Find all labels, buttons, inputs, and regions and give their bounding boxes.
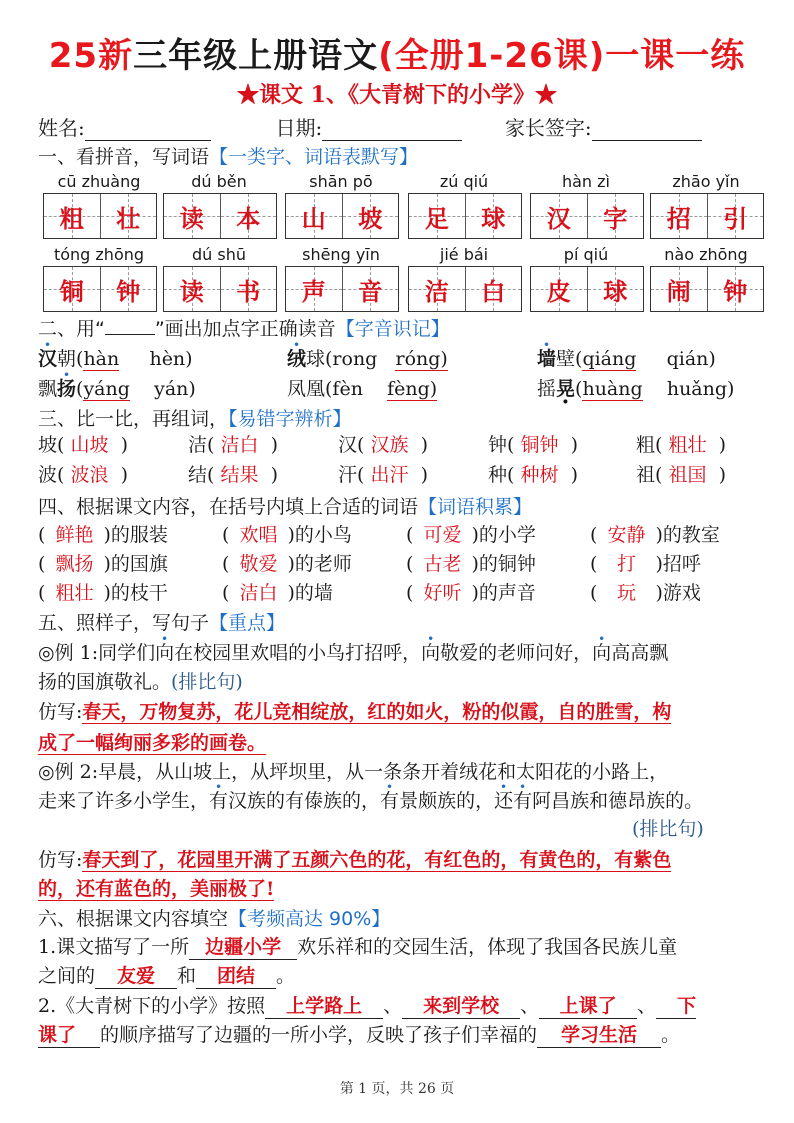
char-box[interactable] [408,266,522,312]
char-box[interactable] [163,193,277,239]
char-answer: 闹 [666,276,691,306]
char-answer: 字 [603,203,628,233]
fill-word-answer: 欢唱 [239,524,278,546]
compare-answer: 种树 [520,464,559,486]
char-cell [101,267,157,311]
pinyin-label: zú qiú [439,172,489,191]
char-answer: 皮 [546,276,571,306]
char-answer: 白 [481,276,506,306]
page-title [0,28,794,77]
name-field[interactable] [85,122,211,141]
section-1-heading: 一、看拼音，写词语【一类字、词语表默写】 [38,146,419,168]
char-cell [531,267,588,311]
example-2-line-2: 走来了许多小学生，有汉族的有傣族的，有景颇族的，还有阿昌族和德昂族的。 [38,790,704,812]
pinyin-label: cū zhuàng [57,172,141,191]
pinyin-label: dú shū [192,245,246,264]
char-box[interactable] [163,266,277,312]
compare-item: 波( 波浪 ) [38,464,128,486]
char-box[interactable] [530,193,644,239]
pron-item-5: 凤凰(fèn fèng) [287,378,438,400]
char-cell [708,194,764,238]
title-part-3: (全册1-26课) [378,36,606,76]
char-answer: 本 [236,203,261,233]
char-cell [708,267,764,311]
char-cell [44,267,101,311]
pron-item-2: 绒球(rong róng) [287,348,448,370]
imitation-1-line-2: 成了一幅绚丽多彩的画卷。 [38,732,267,754]
compare-answer: 出汗 [370,464,409,486]
sign-field[interactable] [592,122,702,141]
fill-q1-line-1: 1.课文描写了一所 边疆小学 欢乐祥和的交园生活，体现了我国各民族儿童 [38,932,677,960]
char-cell [221,194,277,238]
char-answer: 钟 [116,276,141,306]
char-answer: 书 [236,276,261,306]
fill-word-answer: 安静 [607,524,646,546]
fill-word-item: ( 玩 )游戏 [590,578,701,605]
title-part-1: 25新 [48,36,134,76]
section-5-heading: 五、照样子，写句子【重点】 [38,612,286,634]
title-part-2: 三年级上册语文 [133,36,379,76]
fill-word-item: ( 鲜艳 )的服装 [38,520,168,547]
fill-word-answer: 可爱 [423,524,462,546]
fill-word-answer: 粗壮 [55,582,94,604]
imitation-2-line-2: 的，还有蓝色的，美丽极了! [38,878,275,900]
compare-answer: 波浪 [70,464,109,486]
fill-word-answer: 鲜艳 [55,524,94,546]
char-answer: 汉 [546,203,571,233]
fill-q2-line-2: 课了 的顺序描写了边疆的一所小学，反映了孩子们幸福的 学习生活 。 [38,1020,680,1048]
char-answer: 声 [301,276,326,306]
char-cell [221,267,277,311]
info-line [38,112,702,141]
fill-word-item: ( 飘扬 )的国旗 [38,549,168,576]
compare-answer: 结果 [220,464,259,486]
pron-item-3: 墙壁(qiáng qián) [537,348,716,370]
pinyin-label: pí qiú [563,245,609,264]
compare-answer: 山坡 [70,434,109,456]
name-label: 姓名: [38,116,85,140]
pinyin-label: shān pō [309,172,373,191]
char-cell [164,194,221,238]
char-cell [164,267,221,311]
char-cell [651,194,708,238]
char-answer: 洁 [424,276,449,306]
char-cell [588,194,644,238]
fill-word-answer: 打 [616,553,636,575]
pron-item-4: 飘扬(yáng yán) [38,378,196,400]
fill-word-answer: 玩 [616,582,636,604]
compare-item: 种( 种树 ) [488,464,578,486]
char-answer: 山 [301,203,326,233]
char-cell [343,194,399,238]
fill-word-item: ( 敬爱 )的老师 [222,549,352,576]
pinyin-label: jié bái [439,245,489,264]
char-cell [286,194,343,238]
char-answer: 招 [666,203,691,233]
char-cell [409,194,466,238]
date-label: 日期: [275,116,323,140]
char-cell [651,267,708,311]
fill-word-item: ( 欢唱 )的小鸟 [222,520,352,547]
fill-q1-line-2: 之间的 友爱 和 团结 。 [38,961,295,989]
compare-item: 祖( 祖国 ) [636,464,726,486]
compare-answer: 铜钟 [520,434,559,456]
char-cell [466,267,522,311]
char-cell [44,194,101,238]
page-footer: 第 1 页，共 26 页 [339,1081,455,1097]
fill-word-answer: 好听 [423,582,462,604]
fill-word-item: ( 好听 )的声音 [406,578,536,605]
compare-item: 汗( 出汗 ) [338,464,428,486]
compare-item: 钟( 铜钟 ) [488,434,578,456]
pinyin-label: nào zhōng [664,245,748,264]
compare-item: 汉( 汉族 ) [338,434,428,456]
example-2-tag: (排比句) [632,818,704,840]
compare-item: 洁( 洁白 ) [188,434,278,456]
section-3-heading: 三、比一比，再组词，【易错字辨析】 [38,408,352,430]
char-box[interactable] [650,266,764,312]
char-box[interactable] [530,266,644,312]
char-answer: 读 [179,276,204,306]
char-cell [343,267,399,311]
imitation-1-line-1: 仿写:春天，万物复苏，花儿竞相绽放，红的如火，粉的似霞，自的胜雪，构 [38,701,672,723]
fill-word-answer: 飘扬 [55,553,94,575]
imitation-2-line-1: 仿写:春天到了，花园里开满了五颜六色的花，有红色的，有黄色的，有紫色 [38,849,672,871]
title-part-4: 一课一练 [605,36,746,76]
char-cell [531,194,588,238]
char-cell [286,267,343,311]
compare-item: 坡( 山坡 ) [38,434,128,456]
compare-answer: 祖国 [668,464,707,486]
example-2-line-1: ◎例 2:早晨，从山坡上，从坪坝里，从一条条开着绒花和太阳花的小路上， [38,761,669,783]
example-1-line-1: ◎例 1:同学们向在校园里欢唱的小鸟打招呼，向敬爱的老师问好，向高高飘 [38,642,669,664]
char-cell [409,267,466,311]
fill-word-item: ( 古老 )的铜钟 [406,549,536,576]
fill-word-item: ( 粗壮 )的枝干 [38,578,168,605]
char-cell [101,194,157,238]
fill-word-item: ( 安静 )的教室 [590,520,720,547]
section-4-heading: 四、根据课文内容，在括号内填上合适的词语【词语积累】 [38,496,533,518]
sign-label: 家长签字: [504,116,592,140]
char-cell [588,267,644,311]
fill-word-answer: 古老 [423,553,462,575]
date-field[interactable] [322,122,462,141]
lesson-subtitle: ★课文 1、《大青树下的小学》★ [237,82,557,108]
compare-answer: 汉族 [370,434,409,456]
fill-word-answer: 洁白 [239,582,278,604]
char-answer: 壮 [116,203,141,233]
pinyin-label: tóng zhōng [53,245,145,264]
fill-word-item: ( 打 )招呼 [590,549,701,576]
char-answer: 音 [358,276,383,306]
compare-item: 粗( 粗壮 ) [636,434,726,456]
char-answer: 引 [723,203,748,233]
fill-word-item: ( 洁白 )的墙 [222,578,333,605]
char-answer: 粗 [59,203,84,233]
char-box[interactable] [43,266,157,312]
char-box[interactable] [408,193,522,239]
char-answer: 足 [424,203,449,233]
section-2-heading: 二、用“ ”画出加点字正确读音【字音识记】 [38,318,450,340]
char-answer: 球 [603,276,628,306]
pinyin-label: shēng yīn [302,245,380,264]
char-answer: 球 [481,203,506,233]
char-answer: 铜 [59,276,84,306]
char-answer: 读 [179,203,204,233]
compare-answer: 洁白 [220,434,259,456]
pinyin-label: zhāo yǐn [672,172,740,191]
fill-word-item: ( 可爱 )的小学 [406,520,536,547]
pron-item-6: 摇晃(huàng huǎng) [537,378,735,400]
char-answer: 钟 [723,276,748,306]
char-box[interactable] [650,193,764,239]
char-box[interactable] [43,193,157,239]
char-box[interactable] [285,193,399,239]
fill-word-answer: 敬爱 [239,553,278,575]
section-6-heading: 六、根据课文内容填空【考频高达 90%】 [38,908,391,930]
compare-answer: 粗壮 [668,434,707,456]
fill-q2-line-1: 2.《大青树下的小学》按照 上学路上 、 来到学校 、 上课了 、 下 [38,991,696,1019]
char-answer: 坡 [358,203,383,233]
pinyin-label: dú běn [191,172,247,191]
char-box[interactable] [285,266,399,312]
pron-item-1: 汉朝(hàn hèn) [38,348,193,370]
pinyin-label: hàn zì [561,172,610,191]
compare-item: 结( 结果 ) [188,464,278,486]
example-1-line-2: 扬的国旗敬礼。(排比句) [38,671,243,693]
char-cell [466,194,522,238]
